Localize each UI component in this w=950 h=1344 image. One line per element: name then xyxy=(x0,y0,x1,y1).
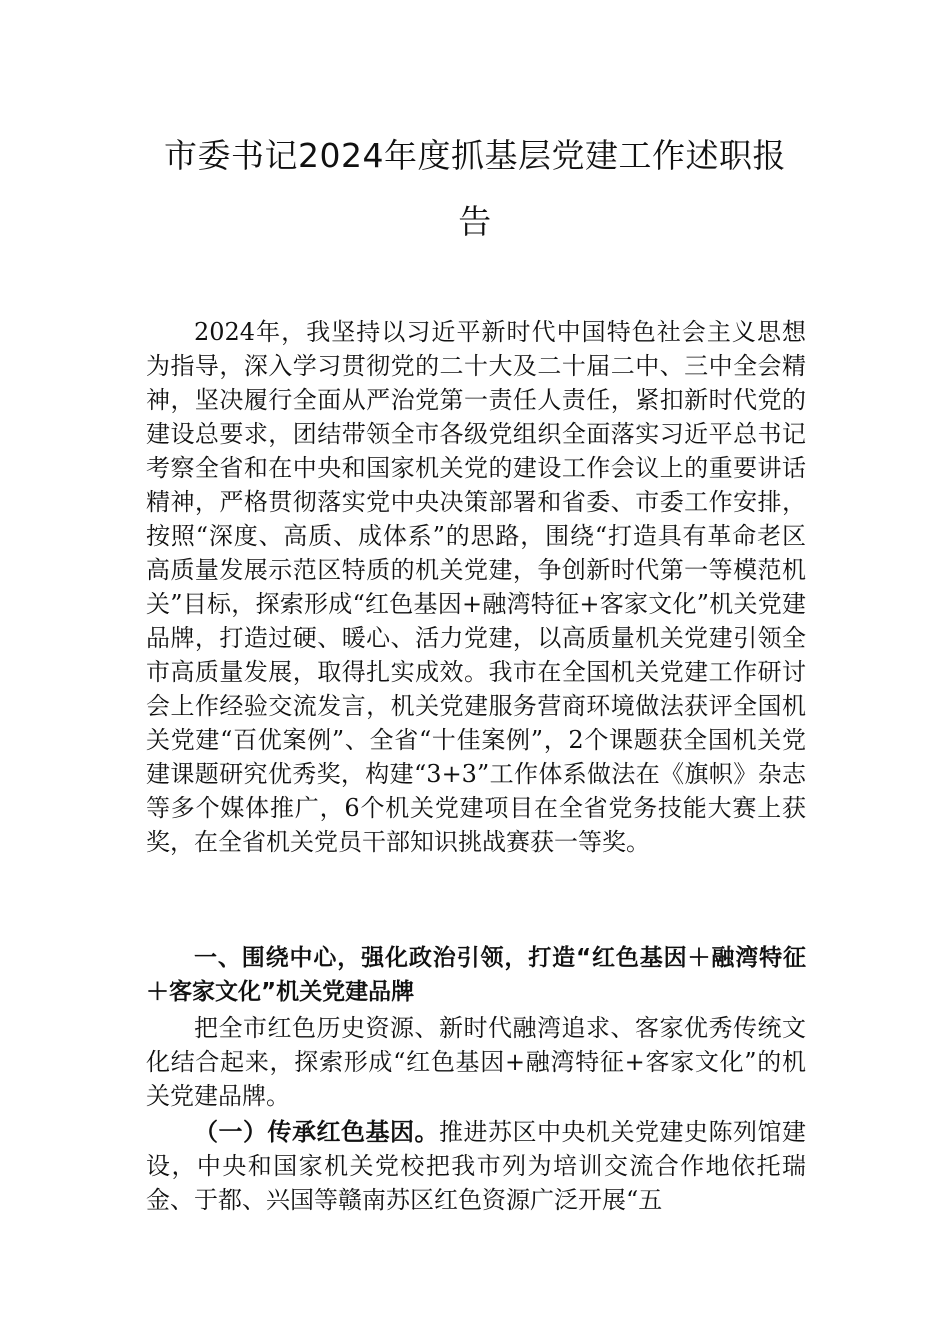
document-title-line-2: 告 xyxy=(458,202,492,241)
document-title-line-1: 市委书记2024年度抓基层党建工作述职报 xyxy=(164,136,786,175)
subsection-1-heading: （一）传承红色基因。 xyxy=(194,1118,439,1146)
section-1-paragraph: 把全市红色历史资源、新时代融湾追求、客家优秀传统文化结合起来，探索形成“红色基因+融湾特征+客家文化”的机关党建品牌。 xyxy=(146,1014,806,1110)
intro-paragraph: 2024年，我坚持以习近平新时代中国特色社会主义思想为指导，深入学习贯彻党的二十大及二十届二中、三中全会精神，坚决履行全面从严治党第一责任人责任，紧扣新时代党的建设总要求，团结带领全市各级党组织全面落实习近平总书记考察全省和在中央和国家机关党的建设工作会议上的重要讲话精神，严格贯彻落实党中央决策部署和省委、市委工作安排，按照“深度、高质、成体系”的思路，围绕“打造具有革命老区高质量发展示范区特质的机关党建，争创新时代第一等模范机关”目标，探索形成“红色基因+融湾特征+客家文化”机关党建品牌，打造过硬、暖心、活力党建，以高质量机关党建引领全市高质量发展，取得扎实成效。我市在全国机关党建工作研讨会上作经验交流发言，机关党建服务营商环境做法获评全国机关党建“百优案例”、全省“十佳案例”，2个课题获全国机关党建课题研究优秀奖，构建“3+3”工作体系做法在《旗帜》杂志等多个媒体推广，6个机关党建项目在全省党务技能大赛上获奖，在全省机关党员干部知识挑战赛获一等奖。 xyxy=(146,318,806,856)
subsection-1-paragraph xyxy=(146,1115,806,1217)
section-1-heading: 一、围绕中心，强化政治引领，打造“红色基因＋融湾特征＋客家文化”机关党建品牌 xyxy=(146,945,806,1005)
subsection-1-text: 推进苏区中央机关党建史陈列馆建设，中央和国家机关党校把我市列为培训交流合作地依托瑞金、于都、兴国等赣南苏区红色资源广泛开展“五 xyxy=(146,1118,806,1214)
